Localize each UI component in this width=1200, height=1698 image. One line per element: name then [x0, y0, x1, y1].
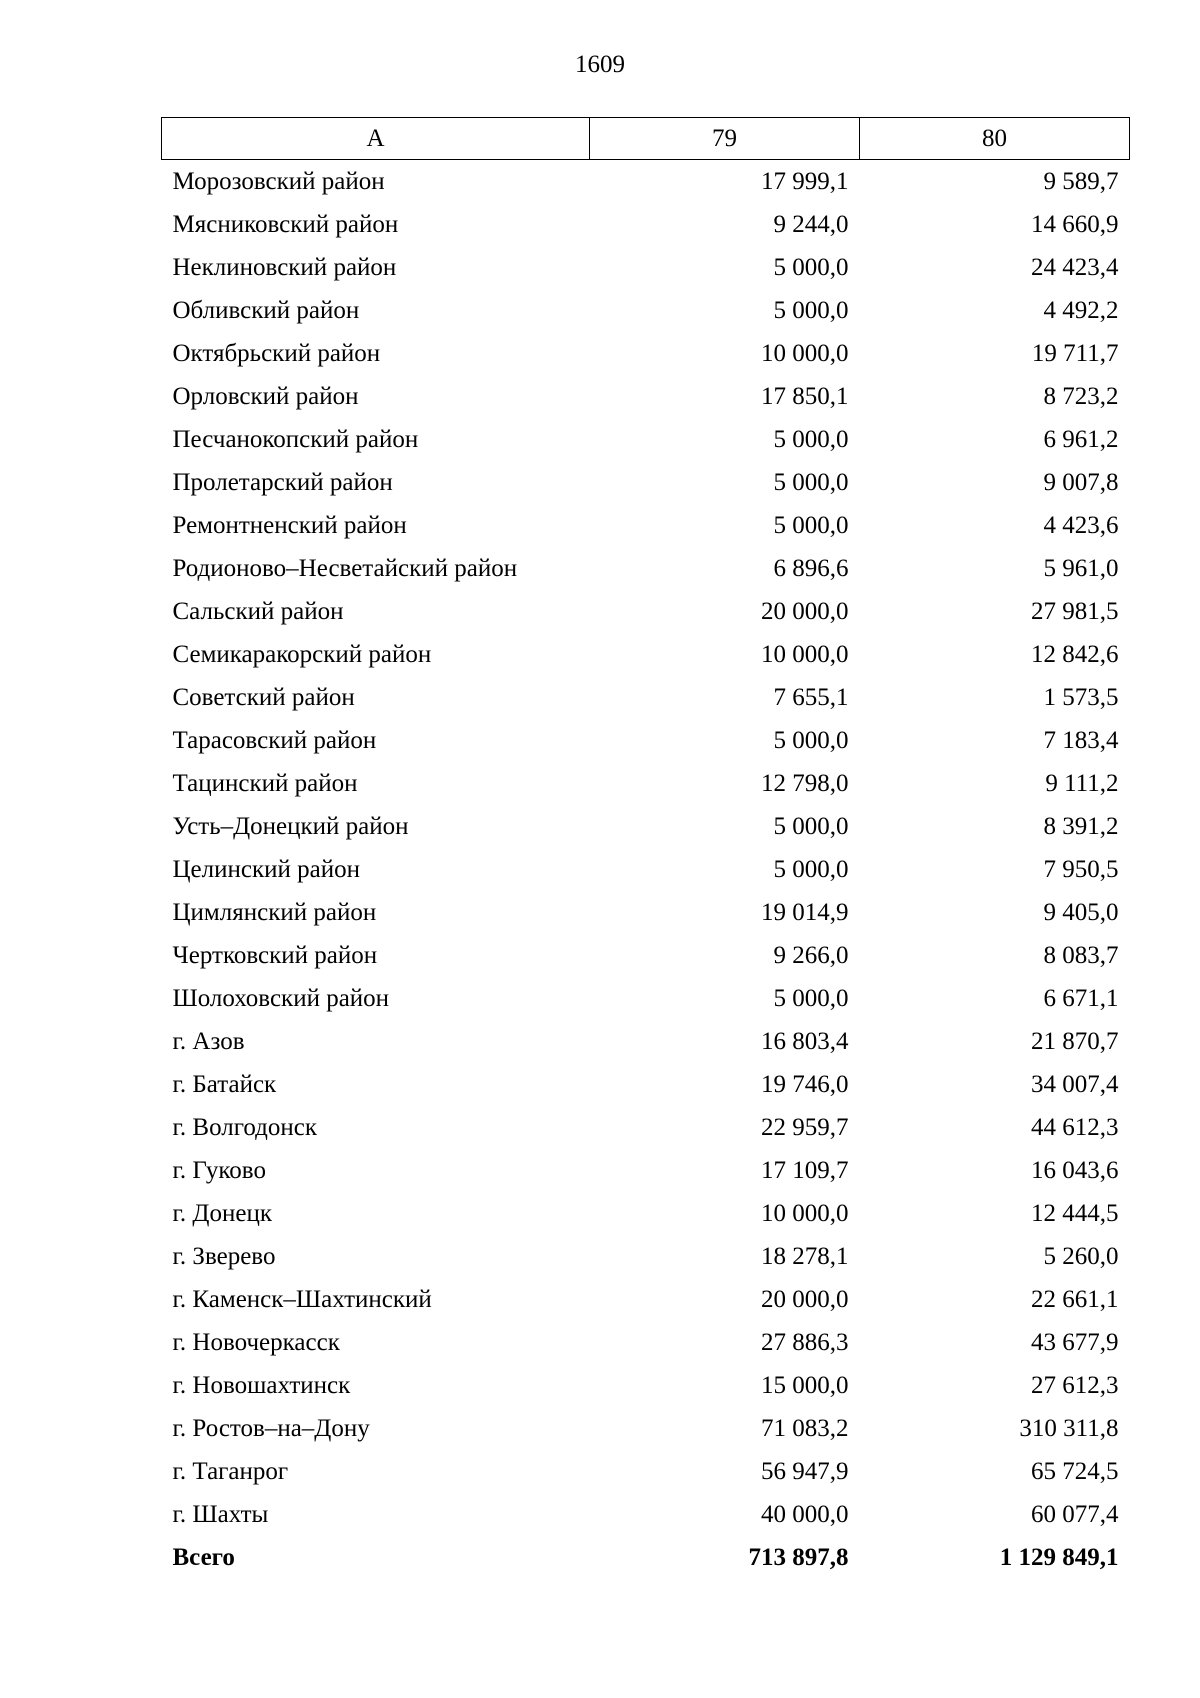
value-79-cell: 9 244,0: [773, 211, 849, 238]
value-80-cell: 8 083,7: [1043, 942, 1119, 969]
value-79-cell: 5 000,0: [773, 985, 849, 1012]
row-name-cell: Ремонтненский район: [172, 512, 407, 539]
value-79-cell: 19 746,0: [761, 1071, 849, 1098]
table-row: [162, 1106, 1130, 1149]
row-name-cell: г. Батайск: [172, 1071, 277, 1098]
value-79-cell: 40 000,0: [761, 1501, 849, 1528]
value-80-cell: 4 423,6: [1043, 512, 1119, 539]
value-80-cell: 4 492,2: [1043, 297, 1119, 324]
value-79-cell: 56 947,9: [761, 1458, 849, 1485]
value-80-cell: 27 981,5: [1031, 598, 1119, 625]
table-row: [162, 676, 1130, 719]
value-80-cell: 5 260,0: [1043, 1243, 1119, 1270]
table-row: [162, 1149, 1130, 1192]
value-80-cell: 1 573,5: [1043, 684, 1119, 711]
value-80-cell: 9 111,2: [1045, 770, 1119, 797]
value-80-cell: 8 391,2: [1043, 813, 1119, 840]
row-name-cell: г. Гуково: [172, 1157, 266, 1184]
table-row: [162, 246, 1130, 289]
value-80-cell: 24 423,4: [1031, 254, 1119, 281]
row-name-cell: Тацинский район: [172, 770, 358, 797]
value-80-cell: 7 950,5: [1043, 856, 1119, 883]
table-row: [162, 1278, 1130, 1321]
value-80-cell: 16 043,6: [1031, 1157, 1119, 1184]
value-79-cell: 15 000,0: [761, 1372, 849, 1399]
row-name-cell: Сальский район: [172, 598, 344, 625]
value-79-cell: 71 083,2: [761, 1415, 849, 1442]
value-80-cell: 12 444,5: [1031, 1200, 1119, 1227]
row-name-cell: г. Донецк: [172, 1200, 272, 1227]
row-name-cell: Всего: [172, 1544, 235, 1571]
value-79-cell: 27 886,3: [761, 1329, 849, 1356]
table-body: [162, 160, 1130, 1580]
value-79-cell: 9 266,0: [773, 942, 849, 969]
value-80-cell: 43 677,9: [1031, 1329, 1119, 1356]
table-row: [162, 332, 1130, 375]
table-row: [162, 805, 1130, 848]
value-79-cell: 7 655,1: [773, 684, 849, 711]
value-80-cell: 44 612,3: [1031, 1114, 1119, 1141]
row-name-cell: Родионово–Несветайский район: [172, 555, 518, 582]
value-80-cell: 34 007,4: [1031, 1071, 1119, 1098]
table-row: [162, 1407, 1130, 1450]
value-79-cell: 5 000,0: [773, 297, 849, 324]
table-row: [162, 762, 1130, 805]
value-79-cell: 5 000,0: [773, 727, 849, 754]
header-col-79: 79: [590, 118, 860, 160]
table-row: [162, 719, 1130, 762]
value-80-cell: 1 129 849,1: [999, 1544, 1119, 1571]
row-name-cell: Обливский район: [172, 297, 360, 324]
table-row: [162, 203, 1130, 246]
row-name-cell: Песчанокопский район: [172, 426, 419, 453]
page-number: 1609: [575, 51, 625, 78]
table-row: [162, 461, 1130, 504]
row-name-cell: г. Шахты: [172, 1501, 269, 1528]
row-name-cell: Морозовский район: [172, 168, 385, 195]
value-80-cell: 9 589,7: [1043, 168, 1119, 195]
table-header: [162, 118, 1130, 160]
value-80-cell: 9 007,8: [1043, 469, 1119, 496]
data-table: [161, 117, 1130, 1579]
value-80-cell: 9 405,0: [1043, 899, 1119, 926]
value-80-cell: 6 961,2: [1043, 426, 1119, 453]
value-80-cell: 65 724,5: [1031, 1458, 1119, 1485]
row-name-cell: г. Новочеркасск: [172, 1329, 340, 1356]
value-79-cell: 10 000,0: [761, 1200, 849, 1227]
value-80-cell: 6 671,1: [1043, 985, 1119, 1012]
value-79-cell: 16 803,4: [761, 1028, 849, 1055]
value-80-cell: 19 711,7: [1031, 340, 1119, 367]
value-79-cell: 19 014,9: [761, 899, 849, 926]
table-row: [162, 547, 1130, 590]
value-79-cell: 17 109,7: [761, 1157, 849, 1184]
row-name-cell: Целинский район: [172, 856, 360, 883]
table-row: [162, 1235, 1130, 1278]
value-79-cell: 18 278,1: [761, 1243, 849, 1270]
value-79-cell: 20 000,0: [761, 1286, 849, 1313]
row-name-cell: г. Азов: [172, 1028, 245, 1055]
value-80-cell: 7 183,4: [1043, 727, 1119, 754]
row-name-cell: г. Зверево: [172, 1243, 276, 1270]
row-name-cell: Семикаракорский район: [172, 641, 432, 668]
row-name-cell: Усть–Донецкий район: [172, 813, 409, 840]
row-name-cell: Тарасовский район: [172, 727, 377, 754]
row-name-cell: г. Таганрог: [172, 1458, 289, 1485]
value-80-cell: 60 077,4: [1031, 1501, 1119, 1528]
table-row: [162, 289, 1130, 332]
table-row: [162, 504, 1130, 547]
value-79-cell: 10 000,0: [761, 340, 849, 367]
row-name-cell: Орловский район: [172, 383, 359, 410]
value-80-cell: 21 870,7: [1031, 1028, 1119, 1055]
value-79-cell: 713 897,8: [748, 1544, 849, 1571]
table-row: [162, 418, 1130, 461]
table-row: [162, 934, 1130, 977]
table-row: [162, 1450, 1130, 1493]
value-79-cell: 20 000,0: [761, 598, 849, 625]
table-row: [162, 1321, 1130, 1364]
total-row: [162, 1536, 1130, 1579]
table-row: [162, 1493, 1130, 1536]
value-79-cell: 5 000,0: [773, 813, 849, 840]
value-79-cell: 22 959,7: [761, 1114, 849, 1141]
table-row: [162, 160, 1130, 204]
table-row: [162, 375, 1130, 418]
value-79-cell: 6 896,6: [773, 555, 849, 582]
row-name-cell: г. Новошахтинск: [172, 1372, 351, 1399]
value-79-cell: 10 000,0: [761, 641, 849, 668]
value-79-cell: 5 000,0: [773, 254, 849, 281]
value-79-cell: 5 000,0: [773, 426, 849, 453]
value-80-cell: 22 661,1: [1031, 1286, 1119, 1313]
value-79-cell: 12 798,0: [761, 770, 849, 797]
value-80-cell: 8 723,2: [1043, 383, 1119, 410]
value-80-cell: 12 842,6: [1031, 641, 1119, 668]
row-name-cell: г. Волгодонск: [172, 1114, 318, 1141]
header-row: [162, 118, 1130, 160]
row-name-cell: г. Ростов–на–Дону: [172, 1415, 370, 1442]
value-79-cell: 17 999,1: [761, 168, 849, 195]
row-name-cell: Советский район: [172, 684, 355, 711]
value-79-cell: 5 000,0: [773, 856, 849, 883]
table-row: [162, 633, 1130, 676]
row-name-cell: г. Каменск–Шахтинский: [172, 1286, 432, 1313]
value-79-cell: 5 000,0: [773, 512, 849, 539]
table-row: [162, 977, 1130, 1020]
row-name-cell: Неклиновский район: [172, 254, 397, 281]
row-name-cell: Мясниковский район: [172, 211, 399, 238]
table-row: [162, 1063, 1130, 1106]
header-col-a: А: [162, 118, 590, 160]
table-row: [162, 848, 1130, 891]
value-80-cell: 27 612,3: [1031, 1372, 1119, 1399]
value-80-cell: 310 311,8: [1019, 1415, 1119, 1442]
value-79-cell: 17 850,1: [761, 383, 849, 410]
table-row: [162, 590, 1130, 633]
row-name-cell: Чертковский район: [172, 942, 378, 969]
table-row: [162, 1020, 1130, 1063]
table-row: [162, 891, 1130, 934]
row-name-cell: Октябрьский район: [172, 340, 381, 367]
row-name-cell: Цимлянский район: [172, 899, 377, 926]
row-name-cell: Пролетарский район: [172, 469, 393, 496]
header-col-80: 80: [860, 118, 1130, 160]
row-name-cell: Шолоховский район: [172, 985, 390, 1012]
table-row: [162, 1364, 1130, 1407]
table-row: [162, 1192, 1130, 1235]
value-80-cell: 14 660,9: [1031, 211, 1119, 238]
value-79-cell: 5 000,0: [773, 469, 849, 496]
value-80-cell: 5 961,0: [1043, 555, 1119, 582]
